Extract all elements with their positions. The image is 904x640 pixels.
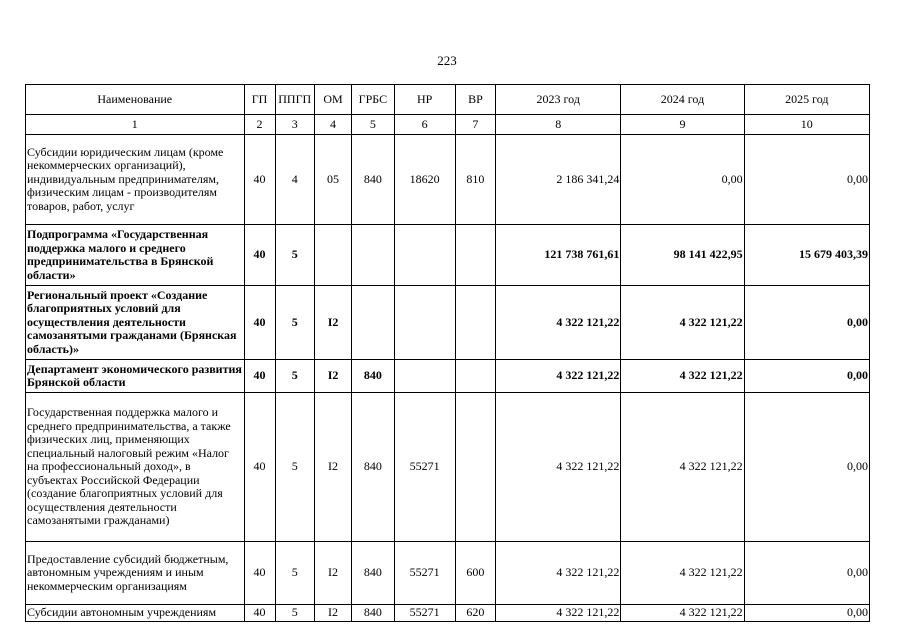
table-row <box>26 286 870 360</box>
om-cell: 05 <box>314 135 351 225</box>
table-row <box>26 393 870 542</box>
om-cell: I2 <box>314 393 351 542</box>
column-number-cell: 1 <box>26 115 245 135</box>
nr-cell <box>394 286 455 360</box>
ppgp-cell: 5 <box>275 286 314 360</box>
gp-cell: 40 <box>244 225 275 286</box>
amount-2023-cell: 4 322 121,22 <box>496 393 621 542</box>
om-cell: I2 <box>314 286 351 360</box>
column-number-cell: 3 <box>275 115 314 135</box>
grbs-cell: 840 <box>352 135 394 225</box>
ppgp-cell: 5 <box>275 225 314 286</box>
vr-cell <box>455 225 495 286</box>
header-cell: 2025 год <box>744 85 869 115</box>
column-number-cell: 4 <box>314 115 351 135</box>
row-name-cell: Региональный проект «Создание благоприятных условий для осуществления деятельности самозанятыми гражданами (Брянская область)» <box>26 286 245 360</box>
nr-cell <box>394 360 455 393</box>
table-row <box>26 135 870 225</box>
amount-2024-cell: 4 322 121,22 <box>621 393 744 542</box>
column-number-cell: 5 <box>352 115 394 135</box>
header-row <box>26 85 870 115</box>
nr-cell: 18620 <box>394 135 455 225</box>
nr-cell: 55271 <box>394 542 455 605</box>
header-cell: ППГП <box>275 85 314 115</box>
header-cell: ГРБС <box>352 85 394 115</box>
om-cell: I2 <box>314 360 351 393</box>
amount-2023-cell: 121 738 761,61 <box>496 225 621 286</box>
column-number-row <box>26 115 870 135</box>
gp-cell: 40 <box>244 393 275 542</box>
gp-cell: 40 <box>244 286 275 360</box>
header-cell: ОМ <box>314 85 351 115</box>
header-cell: 2024 год <box>621 85 744 115</box>
ppgp-cell: 5 <box>275 605 314 622</box>
amount-2025-cell: 0,00 <box>744 135 869 225</box>
table-row <box>26 542 870 605</box>
grbs-cell <box>352 286 394 360</box>
table-row <box>26 605 870 622</box>
vr-cell <box>455 360 495 393</box>
amount-2023-cell: 4 322 121,22 <box>496 360 621 393</box>
amount-2025-cell: 15 679 403,39 <box>744 225 869 286</box>
vr-cell: 810 <box>455 135 495 225</box>
column-number-cell: 9 <box>621 115 744 135</box>
column-number-cell: 2 <box>244 115 275 135</box>
amount-2024-cell: 0,00 <box>621 135 744 225</box>
gp-cell: 40 <box>244 542 275 605</box>
ppgp-cell: 5 <box>275 360 314 393</box>
nr-cell: 55271 <box>394 605 455 622</box>
header-cell: Наименование <box>26 85 245 115</box>
table-row <box>26 225 870 286</box>
column-number-cell: 6 <box>394 115 455 135</box>
row-name-cell: Предоставление субсидий бюджетным, автономным учреждениям и иным некоммерческим организациям <box>26 542 245 605</box>
gp-cell: 40 <box>244 135 275 225</box>
amount-2023-cell: 4 322 121,22 <box>496 542 621 605</box>
row-name-cell: Государственная поддержка малого и среднего предпринимательства, а также физических лиц, применяющих специальный налоговый режим «Налог на профессиональный доход», в субъектах Российской Федерации (создание благоприятных условий для осуществления деятельности самозанятыми гражданами) <box>26 393 245 542</box>
nr-cell <box>394 225 455 286</box>
vr-cell: 600 <box>455 542 495 605</box>
column-number-cell: 10 <box>744 115 869 135</box>
ppgp-cell: 5 <box>275 542 314 605</box>
amount-2023-cell: 2 186 341,24 <box>496 135 621 225</box>
amount-2023-cell: 4 322 121,22 <box>496 286 621 360</box>
header-cell: ГП <box>244 85 275 115</box>
vr-cell <box>455 286 495 360</box>
header-cell: 2023 год <box>496 85 621 115</box>
column-number-cell: 8 <box>496 115 621 135</box>
row-name-cell: Подпрограмма «Государственная поддержка малого и среднего предпринимательства в Брянской области» <box>26 225 245 286</box>
table-row <box>26 360 870 393</box>
amount-2025-cell: 0,00 <box>744 605 869 622</box>
grbs-cell: 840 <box>352 393 394 542</box>
amount-2023-cell: 4 322 121,22 <box>496 605 621 622</box>
row-name-cell: Департамент экономического развития Брянской области <box>26 360 245 393</box>
amount-2025-cell: 0,00 <box>744 542 869 605</box>
amount-2024-cell: 4 322 121,22 <box>621 605 744 622</box>
header-cell: ВР <box>455 85 495 115</box>
amount-2024-cell: 4 322 121,22 <box>621 542 744 605</box>
row-name-cell: Субсидии автономным учреждениям <box>26 605 245 622</box>
vr-cell: 620 <box>455 605 495 622</box>
amount-2024-cell: 98 141 422,95 <box>621 225 744 286</box>
ppgp-cell: 5 <box>275 393 314 542</box>
om-cell: I2 <box>314 605 351 622</box>
amount-2025-cell: 0,00 <box>744 393 869 542</box>
ppgp-cell: 4 <box>275 135 314 225</box>
row-name-cell: Субсидии юридическим лицам (кроме некоммерческих организаций), индивидуальным предпринимателям, физическим лицам - производителям товаров, работ, услуг <box>26 135 245 225</box>
gp-cell: 40 <box>244 605 275 622</box>
amount-2025-cell: 0,00 <box>744 286 869 360</box>
column-number-cell: 7 <box>455 115 495 135</box>
amount-2025-cell: 0,00 <box>744 360 869 393</box>
budget-table <box>25 84 870 622</box>
om-cell <box>314 225 351 286</box>
nr-cell: 55271 <box>394 393 455 542</box>
om-cell: I2 <box>314 542 351 605</box>
page-number: 223 <box>437 53 457 68</box>
vr-cell <box>455 393 495 542</box>
amount-2024-cell: 4 322 121,22 <box>621 360 744 393</box>
grbs-cell: 840 <box>352 542 394 605</box>
gp-cell: 40 <box>244 360 275 393</box>
grbs-cell: 840 <box>352 605 394 622</box>
grbs-cell <box>352 225 394 286</box>
grbs-cell: 840 <box>352 360 394 393</box>
header-cell: НР <box>394 85 455 115</box>
amount-2024-cell: 4 322 121,22 <box>621 286 744 360</box>
